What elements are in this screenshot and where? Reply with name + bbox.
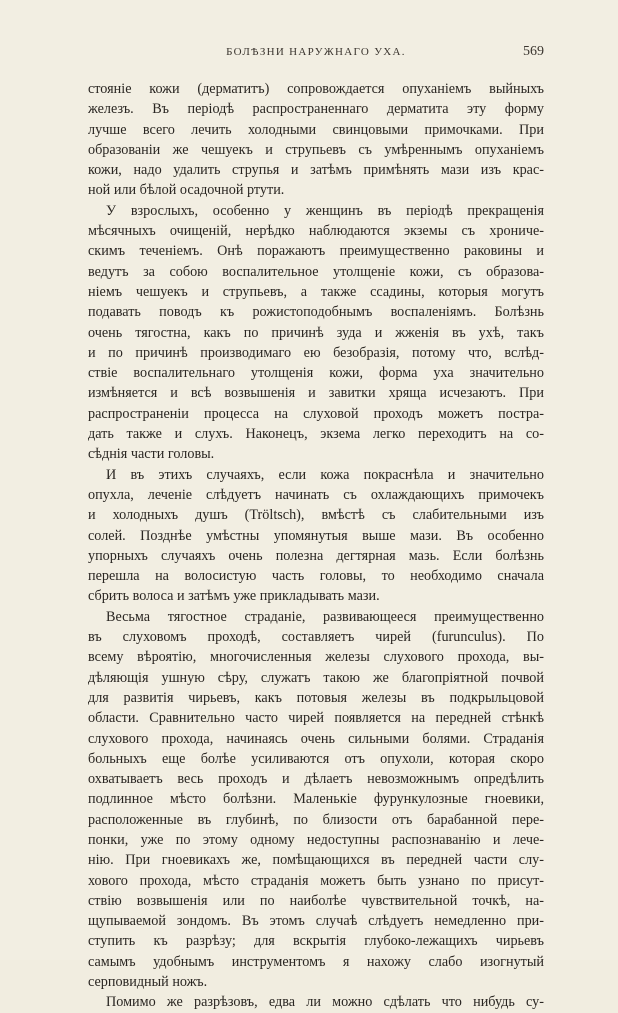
paragraph-5: [88, 992, 544, 1012]
text-line: самымъ удобнымъ инструментомъ я нахожу слабо изогнутый: [88, 953, 544, 970]
text-line: скимъ теченіемъ. Онѣ поражаютъ преимущественно раковины и: [88, 243, 544, 260]
text-line: Весьма тягостное страданіе, развивающееся преимущественно: [106, 608, 544, 625]
paragraph-3: [88, 465, 544, 607]
text-line: для развитія чирьевъ, какъ потовыя железы въ подкрыльцовой: [88, 689, 544, 706]
text-line: образованіи же чешуекъ и струпьевъ съ умѣреннымъ опуханіемъ: [88, 141, 544, 158]
text-line: ступить къ разрѣзу; для вскрытія глубоко-лежащихъ чирьевъ: [88, 933, 544, 950]
text-line: кожи, надо удалить струпья и затѣмъ примѣнять мази изъ крас-: [88, 162, 544, 179]
text-line: измѣняется и всѣ возвышенія и завитки хряща исчезаютъ. При: [88, 385, 544, 402]
text-line: И въ этихъ случаяхъ, если кожа покраснѣла и значительно: [106, 466, 544, 483]
text-line: опухла, леченіе слѣдуетъ начинать съ охлаждающихъ примочекъ: [88, 486, 544, 503]
text-line: области. Сравнительно часто чирей появляется на передней стѣнкѣ: [88, 710, 544, 727]
text-line: и по причинѣ производимаго ею безобразія, потому что, вслѣд-: [88, 344, 544, 361]
text-line: мѣсячныхъ очищеній, нерѣдко наблюдаются экземы съ хрониче-: [88, 223, 544, 240]
text-line: солей. Позднѣе умѣстны упомянутыя выше мази. Въ особенно: [88, 527, 544, 544]
text-line: подавать поводъ къ рожистоподобнымъ воспаленіямъ. Болѣзнь: [88, 304, 544, 321]
text-line: перешла на волосистую часть головы, то необходимо сначала: [88, 568, 544, 585]
text-line: У взрослыхъ, особенно у женщинъ въ періодѣ прекращенія: [106, 202, 544, 219]
text-line: охватываетъ весь проходъ и дѣлаетъ невозможнымъ опредѣлить: [88, 771, 544, 788]
text-line: ствіе воспалительнаго утолщенія кожи, форма уха значительно: [88, 365, 544, 382]
body-text: [88, 79, 544, 1013]
text-line: нію. При гноевикахъ же, помѣщающихся въ передней части слу-: [88, 852, 544, 869]
text-line: въ слуховомъ проходѣ, составляетъ чирей (furunculus). По: [88, 629, 544, 646]
text-line: и холодныхъ душъ (Tröltsch), вмѣстѣ съ слабительными изъ: [88, 507, 544, 524]
text-line: подлинное мѣсто болѣзни. Маленькіе фурункулозные гноевики,: [88, 791, 544, 808]
text-line: всему вѣроятію, многочисленныя железы слухового прохода, вы-: [88, 649, 544, 666]
text-line: ведутъ за собою воспалительное утолщеніе кожи, съ образова-: [88, 263, 544, 280]
text-line: серповидный ножъ.: [88, 974, 208, 991]
text-line: слухового прохода, начинаясь очень сильными болями. Страданія: [88, 730, 544, 747]
running-title: БОЛѢЗНИ НАРУЖНАГО УХА.: [226, 46, 406, 58]
text-line: стояніе кожи (дерматитъ) сопровождается опуханіемъ выйныхъ: [88, 81, 544, 97]
text-line: распространеніи процесса на слуховой проходъ можетъ постра-: [88, 405, 544, 422]
text-line: хового прохода, мѣсто страданія можетъ быть узнано по присут-: [88, 872, 544, 889]
page-header: [88, 46, 544, 64]
text-line: щупываемой зондомъ. Въ этомъ случаѣ слѣдуетъ немедленно при-: [88, 913, 544, 930]
text-line: очень тягостна, какъ по причинѣ зуда и жженія въ ухѣ, такъ: [88, 324, 544, 341]
paragraph-2: [88, 201, 544, 465]
text-line: больныхъ еще болѣе усиливаются отъ опухоли, которая скоро: [88, 750, 544, 767]
paragraph-4: [88, 607, 544, 993]
text-line: ніемъ чешуекъ и струпьевъ, а также ссадины, которыя могутъ: [88, 283, 544, 300]
text-line: понки, уже по этому одному недоступны распознаванію и лече-: [88, 831, 544, 848]
text-line: сбрить волоса и затѣмъ уже прикладывать мази.: [88, 588, 380, 605]
text-line: ной или бѣлой осадочной ртути.: [88, 182, 285, 199]
text-line: Помимо же разрѣзовъ, едва ли можно сдѣлать что нибудь су-: [106, 994, 544, 1011]
text-line: упорныхъ случаяхъ очень полезна дегтярная мазь. Если болѣзнь: [88, 547, 544, 564]
text-line: дѣляющія ушную сѣру, служатъ такою же благопріятной почвой: [88, 669, 544, 686]
text-line: дать также и слухъ. Наконецъ, экзема легко переходитъ на со-: [88, 426, 544, 443]
paragraph-1: [88, 79, 544, 201]
text-line: расположенные въ глубинѣ, по близости отъ барабанной пере-: [88, 811, 544, 828]
text-line: железъ. Въ періодѣ распространеннаго дерматита эту форму: [88, 101, 544, 118]
text-line: ствію возвышенія или по наиболѣе чувствительной точкѣ, на-: [88, 892, 544, 909]
text-line: сѣднія части головы.: [88, 446, 215, 463]
page-number: 569: [523, 44, 544, 59]
text-line: лучше всего лечить холодными свинцовыми примочками. При: [88, 121, 544, 138]
